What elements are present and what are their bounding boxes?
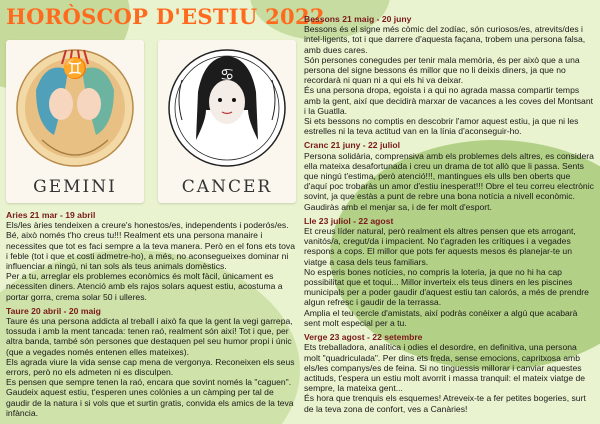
section-text: Els/les àries tendeixen a creure's honestos/es, independents i poderós/es. Bé, això només t'ho creus tu!!! Realment ets una persona manaire i necessites que tot es faci sempre a la teva manera. Però en el fons ets tova i feble (tot i que et costi admetre-ho), a més, no aconsegueixes dominar ni influenciar a ningú, ni tan sols als teus animals domèstics. bbox=[6, 220, 296, 272]
section-text: No esperis bones notícies, no compris la loteria, ja que no hi ha cap possibilitat que et toqui... Millor inverteix els teus diners en les piscines municipals per a poder gaudir d'aquest estiu tan calorós, a més de prendre algun refresc i gaudir de la terrassa. bbox=[304, 266, 589, 308]
cancer-card bbox=[158, 40, 296, 203]
section-cancer bbox=[304, 140, 594, 211]
section-aries bbox=[6, 210, 298, 302]
cancer-label: CANCER bbox=[181, 177, 273, 197]
section-title: Verge 23 agost - 22 setembre bbox=[304, 332, 423, 343]
section-text: Si ets bessons no comptis en descobrir l'amor aquest estiu, ja que ni les estrelles ni la teva actitud van en la línia d'aconseguir-ho. bbox=[304, 116, 579, 137]
page-title: HORÒSCOP D'ESTIU 2022 bbox=[6, 4, 325, 29]
section-taurus bbox=[6, 306, 298, 418]
section-text: Per a tu, arreglar els problemes econòmics és molt fàcil, únicament es necessiten diners. Atenció amb els rajos solars aquest estiu, acostuma a portar gorra, crema solar 50 i ulleres. bbox=[6, 271, 283, 302]
section-text: Són persones conegudes per tenir mala memòria, és per això que a una persona del signe bessons és millor que no li deixis diners, ja que no recordarà ni quan ni a qui els hi va deixar. bbox=[304, 54, 580, 86]
svg-text:♊: ♊ bbox=[62, 56, 88, 80]
section-title: Taure 20 abril - 20 maig bbox=[6, 305, 101, 316]
section-text: Taure és una persona addicta al treball i això fa que la gent la vegi garrepa, tossuda i amb la ment tancada: tenen raó, realment són així! Tot i que, per altra banda, també són persones que destaquen pel seu humor propi i únic (que a vegades només entenen elles mateixes). bbox=[6, 316, 293, 357]
section-text: Amplia el teu cercle d'amistats, així podràs conèixer a algú que acabarà sent molt especial per a tu. bbox=[304, 307, 578, 328]
section-leo bbox=[304, 216, 594, 328]
gemini-label: GEMINI bbox=[33, 177, 117, 197]
section-text: És una persona dropa, egoista i a qui no agrada massa compartir temps amb la gent, així que decidirà marxar de vacances a les coves del Montsant i la Guatlla. bbox=[304, 85, 593, 116]
section-text: Gaudeix aquest estiu, t'esperen unes colònies a un càmping per tal de gaudir de la natura i si vols que et surtin gratis, convida els amics de la teva infància. bbox=[6, 387, 294, 418]
section-text: Persona solidària, comprensiva amb els problemes dels altres, es considera ella mateixa desafortunada i creu un drama de tot allò que li passa. Sents que ningú t'estima, però atenció!!!, mantingues els ulls ben oberts que d'aquí poc trobaràs un amor d'estiu inesperat!!! Obre el teu correu electrònic sovint, ja que estàs a punt de rebre una bona notícia a nivell econòmic. bbox=[304, 150, 594, 202]
right-column bbox=[304, 14, 594, 418]
section-title: Bessons 21 maig - 20 juny bbox=[304, 14, 412, 24]
section-text: Els agrada viure la vida sense cap mena de vergonya. Reconeixen els seus errors, però no els admeten ni es disculpen. bbox=[6, 356, 295, 378]
section-text: Gaudiràs amb el menjar sa, i de fer molt d'esport. bbox=[304, 201, 492, 212]
left-column bbox=[6, 210, 298, 422]
section-virgo bbox=[304, 332, 594, 414]
section-text: Es pensen que sempre tenen la raó, encara que sovint només la "caguen". bbox=[6, 377, 292, 388]
section-text: Ets treballadora, analítica i odies el desordre, en definitiva, una persona molt "quadriculada". Per dins ets freda, sense emocions, capritxosa amb els/les companys/es de feina. Si no tinguessis millorar i canviar aquestes actituds, t'espera un estiu molt avorrit i massa tranquil: el mateix viatge de sempre, la mateixa gent... bbox=[304, 342, 586, 394]
gemini-card bbox=[6, 40, 144, 203]
svg-text:♋: ♋ bbox=[219, 65, 235, 84]
section-text: Et creus líder natural, però realment els altres pensen que ets arrogant, vanitós/a, cregut/da i impacient. No t'agraden les crítiques i a vegades respons a cops. El millor que pots fer aquests mesos és planejar-te un viatge a casa dels teus familiars. bbox=[304, 226, 576, 267]
section-title: Cranc 21 juny - 22 juliol bbox=[304, 140, 400, 151]
section-title: Aries 21 mar - 19 abril bbox=[6, 210, 96, 220]
section-gemini bbox=[304, 14, 594, 136]
section-text: És hora que trenquis els esquemes! Atreveix-te a fer petites bogeries, surt de la teva zona de confort, ves a Canàries! bbox=[304, 393, 586, 414]
section-title: Lle 23 juliol - 22 agost bbox=[304, 215, 394, 226]
section-text: Bessons és el signe més còmic del zodíac, són curiosos/es, atrevits/des i intel·ligents, tot i que darrere d'aquesta façana, trobem una persona falsa, amb dues cares. bbox=[304, 24, 586, 55]
